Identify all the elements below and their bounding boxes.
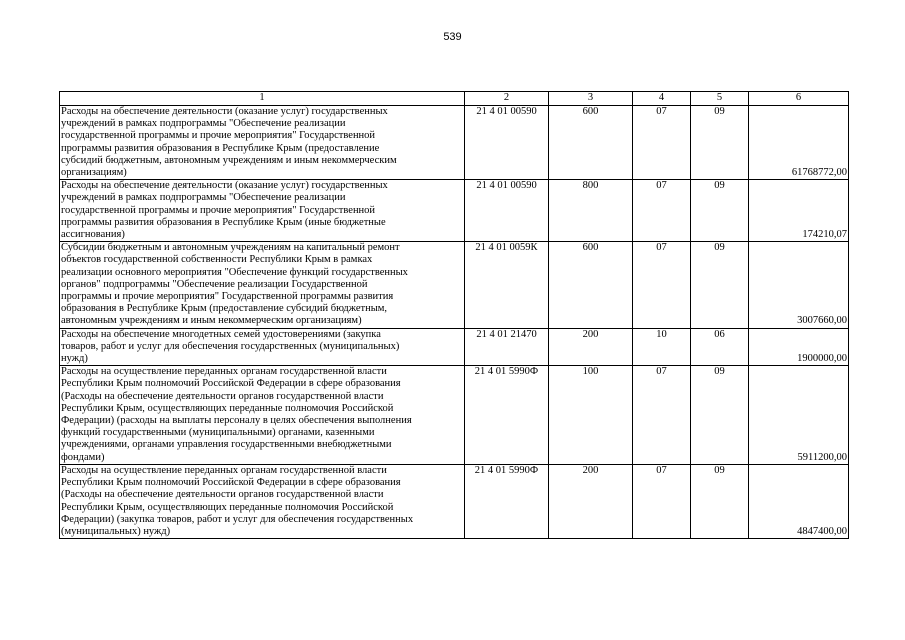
description-line: Федерации) (расходы на выплаты персоналу в целях обеспечения выполнения bbox=[61, 415, 412, 427]
description-line: субсидий бюджетным, автономным учреждениям и иным некоммерческим bbox=[61, 154, 397, 166]
description-line: государственной программы и прочие мероприятия" Государственной bbox=[61, 204, 376, 216]
description-line: учреждений в рамках подпрограммы "Обеспечение реализации bbox=[61, 192, 346, 204]
description-line: функций государственными (муниципальными) органами, казенными bbox=[61, 427, 375, 439]
description-line: органов" подпрограммы "Обеспечение реализации Государственной bbox=[61, 278, 368, 290]
description-line: объектов государственной собственности Республики Крым в рамках bbox=[61, 254, 373, 266]
row-description bbox=[60, 106, 465, 180]
row-target-code: 21 4 01 00590 bbox=[465, 106, 549, 180]
row-expense-type: 200 bbox=[549, 328, 633, 366]
row-subsection: 06 bbox=[691, 328, 749, 366]
description-line: Расходы на обеспечение деятельности (оказание услуг) государственных bbox=[61, 106, 388, 117]
row-target-code: 21 4 01 21470 bbox=[465, 328, 549, 366]
row-subsection: 09 bbox=[691, 180, 749, 242]
row-description bbox=[60, 242, 465, 328]
description-line: ассигнования) bbox=[61, 229, 125, 241]
description-line: (Расходы на обеспечение деятельности органов государственной власти bbox=[61, 390, 384, 402]
row-section: 07 bbox=[633, 242, 691, 328]
description-line: (муниципальных) нужд) bbox=[61, 525, 171, 537]
row-expense-type: 600 bbox=[549, 242, 633, 328]
row-subsection: 09 bbox=[691, 242, 749, 328]
description-line: фондами) bbox=[61, 451, 105, 463]
table-row bbox=[60, 366, 849, 465]
row-section: 07 bbox=[633, 464, 691, 538]
row-target-code: 21 4 01 0059К bbox=[465, 242, 549, 328]
description-line: реализации основного мероприятия "Обеспечение функций государственных bbox=[61, 266, 408, 278]
header-cell-4: 4 bbox=[633, 92, 691, 106]
description-line: образования в Республике Крым (предоставление субсидий бюджетным, bbox=[61, 303, 388, 315]
row-section: 07 bbox=[633, 366, 691, 465]
row-description bbox=[60, 328, 465, 366]
description-line: программы развития образования в Республике Крым (иные бюджетные bbox=[61, 216, 386, 228]
description-line: Расходы на осуществление переданных органам государственной власти bbox=[61, 464, 387, 476]
row-target-code: 21 4 01 5990Ф bbox=[465, 464, 549, 538]
description-line: программы и прочие мероприятия" Государственной программы развития bbox=[61, 291, 394, 303]
row-expense-type: 200 bbox=[549, 464, 633, 538]
row-description bbox=[60, 464, 465, 538]
description-line: учреждениями, органами управления государственными внебюджетными bbox=[61, 439, 392, 451]
row-section: 07 bbox=[633, 106, 691, 180]
description-line: нужд) bbox=[61, 353, 88, 365]
row-subsection: 09 bbox=[691, 464, 749, 538]
row-amount: 5911200,00 bbox=[749, 366, 849, 465]
header-cell-6: 6 bbox=[749, 92, 849, 106]
page-number: 539 bbox=[443, 31, 462, 43]
header-cell-3: 3 bbox=[549, 92, 633, 106]
row-amount: 1900000,00 bbox=[749, 328, 849, 366]
description-line: Республики Крым, осуществляющих переданные полномочия Российской bbox=[61, 402, 394, 414]
row-amount: 61768772,00 bbox=[749, 106, 849, 180]
row-target-code: 21 4 01 5990Ф bbox=[465, 366, 549, 465]
description-line: автономным учреждениям и иным некоммерческим организациям) bbox=[61, 315, 362, 327]
row-amount: 3007660,00 bbox=[749, 242, 849, 328]
description-line: Субсидии бюджетным и автономным учреждениям на капитальный ремонт bbox=[61, 242, 400, 254]
description-line: Расходы на обеспечение деятельности (оказание услуг) государственных bbox=[61, 180, 388, 192]
header-cell-2: 2 bbox=[465, 92, 549, 106]
table-row bbox=[60, 242, 849, 328]
description-line: Республики Крым полномочий Российской Федерации в сфере образования bbox=[61, 477, 401, 489]
description-line: Республики Крым, осуществляющих переданные полномочия Российской bbox=[61, 501, 394, 513]
row-subsection: 09 bbox=[691, 366, 749, 465]
description-line: Федерации) (закупка товаров, работ и услуг для обеспечения государственных bbox=[61, 513, 414, 525]
description-line: (Расходы на обеспечение деятельности органов государственной власти bbox=[61, 489, 384, 501]
table-header-row bbox=[60, 92, 849, 106]
description-line: учреждений в рамках подпрограммы "Обеспечение реализации bbox=[61, 118, 346, 130]
row-expense-type: 600 bbox=[549, 106, 633, 180]
table-row bbox=[60, 106, 849, 180]
description-line: Расходы на осуществление переданных органам государственной власти bbox=[61, 366, 387, 378]
budget-table bbox=[59, 91, 849, 539]
row-section: 10 bbox=[633, 328, 691, 366]
row-description bbox=[60, 180, 465, 242]
row-description bbox=[60, 366, 465, 465]
row-amount: 4847400,00 bbox=[749, 464, 849, 538]
description-line: программы развития образования в Республике Крым (предоставление bbox=[61, 142, 380, 154]
row-amount: 174210,07 bbox=[749, 180, 849, 242]
description-line: организациям) bbox=[61, 167, 127, 179]
table-row bbox=[60, 328, 849, 366]
row-section: 07 bbox=[633, 180, 691, 242]
header-cell-5: 5 bbox=[691, 92, 749, 106]
row-subsection: 09 bbox=[691, 106, 749, 180]
table-row bbox=[60, 464, 849, 538]
description-line: государственной программы и прочие мероприятия" Государственной bbox=[61, 130, 376, 142]
row-expense-type: 800 bbox=[549, 180, 633, 242]
table-row bbox=[60, 180, 849, 242]
row-target-code: 21 4 01 00590 bbox=[465, 180, 549, 242]
description-line: Республики Крым полномочий Российской Федерации в сфере образования bbox=[61, 378, 401, 390]
description-line: товаров, работ и услуг для обеспечения государственных (муниципальных) bbox=[61, 340, 400, 352]
header-cell-1: 1 bbox=[60, 92, 465, 106]
description-line: Расходы на обеспечение многодетных семей удостоверениями (закупка bbox=[61, 328, 381, 340]
row-expense-type: 100 bbox=[549, 366, 633, 465]
